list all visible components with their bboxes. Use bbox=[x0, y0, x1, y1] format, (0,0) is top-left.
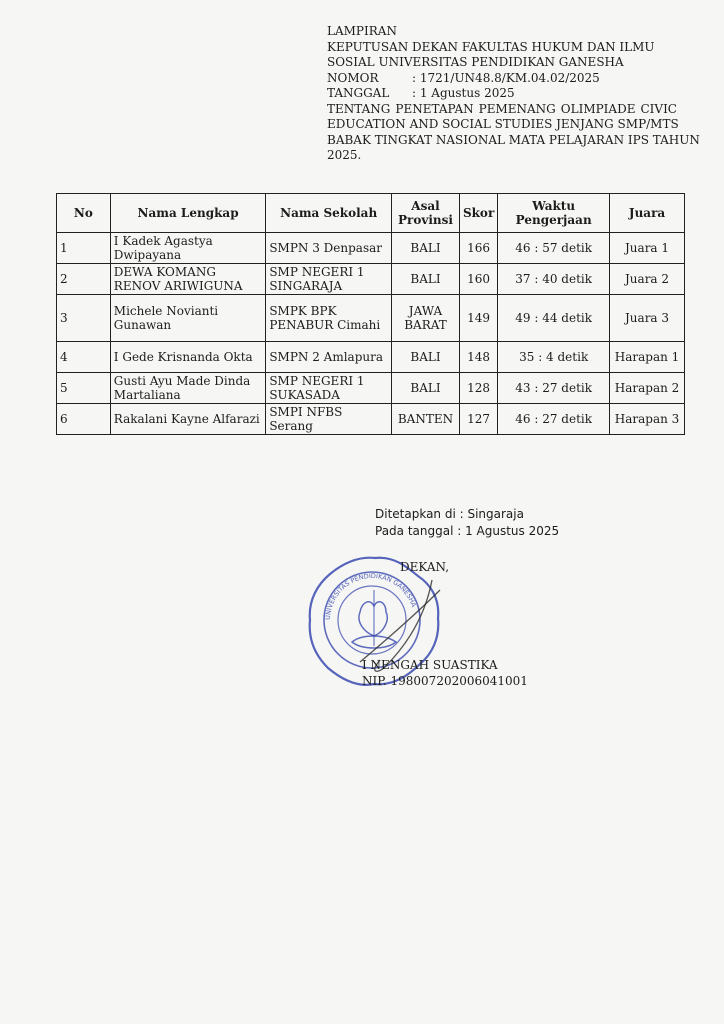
cell-provinsi: BALI bbox=[392, 264, 460, 295]
header-tentang-2: EDUCATION AND SOCIAL STUDIES JENJANG SMP/MTS bbox=[327, 117, 679, 131]
dean-title: DEKAN, bbox=[400, 560, 450, 574]
cell-juara: Juara 2 bbox=[610, 264, 685, 295]
header-no: No bbox=[57, 194, 111, 233]
header-tentang-1: TENTANG PENETAPAN PEMENANG OLIMPIADE CIVIC bbox=[327, 101, 677, 116]
cell-nama: Michele Novianti Gunawan bbox=[110, 295, 266, 342]
signature-block bbox=[375, 506, 695, 540]
document-header bbox=[327, 24, 700, 164]
header-waktu: Waktu Pengerjaan bbox=[498, 194, 610, 233]
table-row bbox=[57, 233, 685, 264]
table-row bbox=[57, 404, 685, 435]
winners-table bbox=[56, 193, 685, 435]
cell-juara: Juara 3 bbox=[610, 295, 685, 342]
nomor-value: : 1721/UN48.8/KM.04.02/2025 bbox=[412, 70, 600, 85]
signature-date: Pada tanggal : 1 Agustus 2025 bbox=[375, 524, 560, 538]
cell-skor: 127 bbox=[459, 404, 497, 435]
header-nomor bbox=[327, 71, 677, 87]
header-nama: Nama Lengkap bbox=[110, 194, 266, 233]
cell-skor: 149 bbox=[459, 295, 497, 342]
cell-juara: Harapan 3 bbox=[610, 404, 685, 435]
signature-place: Ditetapkan di : Singaraja bbox=[375, 507, 524, 521]
cell-juara: Harapan 1 bbox=[610, 342, 685, 373]
table-row bbox=[57, 295, 685, 342]
tanggal-label: TANGGAL bbox=[327, 86, 390, 100]
table-row bbox=[57, 342, 685, 373]
header-tanggal bbox=[327, 86, 677, 102]
cell-skor: 128 bbox=[459, 373, 497, 404]
cell-no: 5 bbox=[57, 373, 111, 404]
cell-provinsi: JAWA BARAT bbox=[392, 295, 460, 342]
cell-no: 3 bbox=[57, 295, 111, 342]
cell-sekolah: SMPK BPK PENABUR Cimahi bbox=[266, 295, 392, 342]
table-row bbox=[57, 373, 685, 404]
header-keputusan: KEPUTUSAN DEKAN FAKULTAS HUKUM DAN ILMU bbox=[327, 39, 655, 54]
cell-sekolah: SMPN 2 Amlapura bbox=[266, 342, 392, 373]
header-provinsi: Asal Provinsi bbox=[392, 194, 460, 233]
cell-no: 6 bbox=[57, 404, 111, 435]
svg-text:UNIVERSITAS PENDIDIKAN GANESHA: UNIVERSITAS PENDIDIKAN GANESHA bbox=[323, 571, 418, 621]
tanggal-value: : 1 Agustus 2025 bbox=[412, 86, 515, 100]
header-skor: Skor bbox=[459, 194, 497, 233]
cell-waktu: 43 : 27 detik bbox=[498, 373, 610, 404]
dean-nip: NIP. 198007202006041001 bbox=[362, 674, 528, 688]
cell-sekolah: SMPI NFBS Serang bbox=[266, 404, 392, 435]
cell-waktu: 46 : 27 detik bbox=[498, 404, 610, 435]
cell-skor: 148 bbox=[459, 342, 497, 373]
cell-provinsi: BALI bbox=[392, 233, 460, 264]
cell-provinsi: BALI bbox=[392, 342, 460, 373]
cell-nama: Rakalani Kayne Alfarazi bbox=[110, 404, 266, 435]
cell-waktu: 46 : 57 detik bbox=[498, 233, 610, 264]
cell-no: 4 bbox=[57, 342, 111, 373]
dean-name-block bbox=[362, 657, 528, 689]
cell-waktu: 35 : 4 detik bbox=[498, 342, 610, 373]
cell-nama: I Kadek Agastya Dwipayana bbox=[110, 233, 266, 264]
table-header-row bbox=[57, 194, 685, 233]
cell-nama: Gusti Ayu Made Dinda Martaliana bbox=[110, 373, 266, 404]
cell-waktu: 37 : 40 detik bbox=[498, 264, 610, 295]
cell-nama: I Gede Krisnanda Okta bbox=[110, 342, 266, 373]
dean-name: I NENGAH SUASTIKA bbox=[362, 658, 498, 672]
cell-no: 1 bbox=[57, 233, 111, 264]
cell-provinsi: BANTEN bbox=[392, 404, 460, 435]
cell-sekolah: SMP NEGERI 1 SINGARAJA bbox=[266, 264, 392, 295]
table-row bbox=[57, 264, 685, 295]
cell-juara: Harapan 2 bbox=[610, 373, 685, 404]
header-tentang-4: 2025. bbox=[327, 148, 362, 162]
cell-no: 2 bbox=[57, 264, 111, 295]
header-lampiran: LAMPIRAN bbox=[327, 24, 397, 38]
header-sekolah: Nama Sekolah bbox=[266, 194, 392, 233]
cell-provinsi: BALI bbox=[392, 373, 460, 404]
header-tentang-3: BABAK TINGKAT NASIONAL MATA PELAJARAN IPS TAHUN bbox=[327, 132, 700, 147]
cell-juara: Juara 1 bbox=[610, 233, 685, 264]
cell-nama: DEWA KOMANG RENOV ARIWIGUNA bbox=[110, 264, 266, 295]
cell-sekolah: SMPN 3 Denpasar bbox=[266, 233, 392, 264]
cell-sekolah: SMP NEGERI 1 SUKASADA bbox=[266, 373, 392, 404]
header-juara: Juara bbox=[610, 194, 685, 233]
header-faculty: SOSIAL UNIVERSITAS PENDIDIKAN GANESHA bbox=[327, 55, 624, 69]
cell-skor: 166 bbox=[459, 233, 497, 264]
cell-skor: 160 bbox=[459, 264, 497, 295]
cell-waktu: 49 : 44 detik bbox=[498, 295, 610, 342]
nomor-label: NOMOR bbox=[327, 70, 379, 85]
